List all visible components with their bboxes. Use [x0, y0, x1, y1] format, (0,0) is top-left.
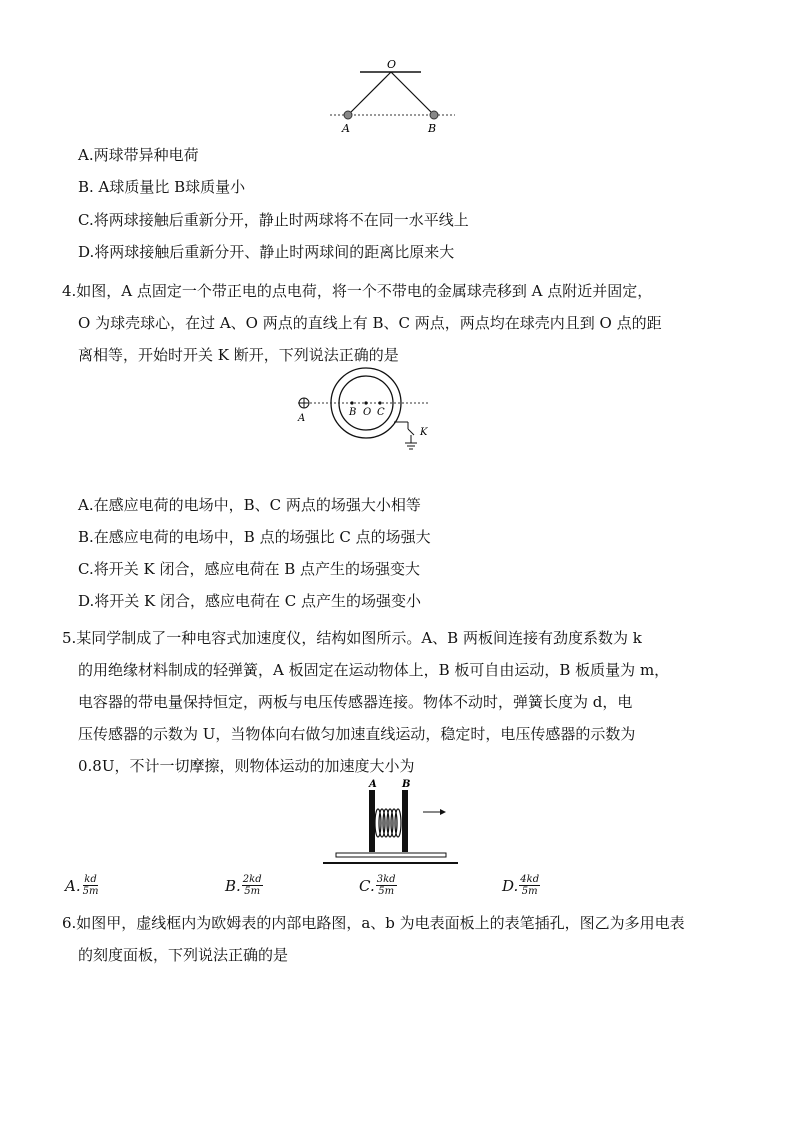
answer-prefix: C. — [359, 876, 375, 895]
fraction-denominator: 5m — [521, 886, 538, 897]
label-k: K — [420, 427, 428, 438]
q4-option-a: A.在感应电荷的电场中，B、C 两点的场强大小相等 — [78, 496, 421, 514]
point-c — [378, 401, 381, 404]
q5-answer-d — [502, 874, 540, 897]
q4-stem-line-1: 4.如图，A 点固定一个带正电的点电荷，将一个不带电的金属球壳移到 A 点附近并固定， — [62, 282, 653, 300]
fraction-numerator: 4kd — [520, 874, 540, 885]
ball-a — [344, 111, 352, 119]
label-c: C — [377, 407, 385, 418]
fraction-numerator: 3kd — [376, 874, 396, 885]
q5-stem-line-2: 的用绝缘材料制成的轻弹簧，A 板固定在运动物体上，B 板可自由运动，B 板质量为 m， — [78, 661, 670, 679]
label-b: B — [428, 122, 437, 135]
plate-a — [369, 790, 375, 852]
answer-prefix: D. — [502, 876, 519, 895]
q4-stem-line-3: 离相等，开始时开关 K 断开，下列说法正确的是 — [78, 346, 399, 364]
fraction-denominator: 5m — [82, 886, 99, 897]
q4-figure — [290, 365, 440, 455]
q5-stem-line-3: 电容器的带电量保持恒定，两板与电压传感器连接。物体不动时，弹簧长度为 d，电 — [78, 693, 633, 711]
q5-answer-a — [65, 874, 99, 897]
point-b — [350, 401, 353, 404]
q5-stem-line-4: 压传感器的示数为 U，当物体向右做匀加速直线运动，稳定时，电压传感器的示数为 — [78, 725, 636, 743]
q5-figure — [318, 775, 463, 870]
spring — [375, 809, 401, 837]
fraction-denominator: 5m — [378, 886, 395, 897]
label-a: A — [298, 413, 306, 424]
q3-option-a: A.两球带异种电荷 — [78, 146, 199, 164]
string-b — [391, 72, 434, 115]
q4-option-d: D.将开关 K 闭合，感应电荷在 C 点产生的场强变小 — [78, 592, 422, 610]
fraction — [376, 874, 397, 897]
q5-stem-line-5: 0.8U，不计一切摩擦，则物体运动的加速度大小为 — [78, 757, 415, 775]
q3-option-d: D.将两球接触后重新分开、静止时两球间的距离比原来大 — [78, 243, 455, 261]
q4-stem-line-2: O 为球壳球心，在过 A、O 两点的直线上有 B、C 两点，两点均在球壳内且到 O 点的距 — [78, 314, 662, 332]
label-a: A — [342, 122, 350, 135]
q4-option-c: C.将开关 K 闭合，感应电荷在 B 点产生的场强变大 — [78, 560, 421, 578]
fraction-numerator: 2kd — [242, 874, 262, 885]
point-o — [364, 401, 367, 404]
q3-option-b: B. A球质量比 B球质量小 — [78, 178, 246, 196]
q4-option-b: B.在感应电荷的电场中，B 点的场强比 C 点的场强大 — [78, 528, 431, 546]
answer-prefix: B. — [225, 876, 241, 895]
q5-answer-c — [359, 874, 397, 897]
switch-k — [408, 429, 414, 435]
string-a — [348, 72, 391, 115]
label-b: B — [402, 779, 411, 790]
fraction — [242, 874, 263, 897]
label-o: O — [363, 407, 372, 418]
fraction — [519, 874, 540, 897]
q5-answer-b — [225, 874, 263, 897]
q3-figure — [325, 55, 465, 140]
fraction-denominator: 5m — [244, 886, 261, 897]
answer-prefix: A. — [65, 876, 81, 895]
label-a: A — [369, 779, 377, 790]
q6-stem-line-1: 6.如图甲，虚线框内为欧姆表的内部电路图，a、b 为电表面板上的表笔插孔，图乙为多用电表 — [62, 914, 685, 932]
q3-option-c: C.将两球接触后重新分开，静止时两球将不在同一水平线上 — [78, 211, 469, 229]
q5-stem-line-1: 5.某同学制成了一种电容式加速度仪，结构如图所示。A、B 两板间连接有劲度系数为 k — [62, 629, 642, 647]
label-o: O — [387, 58, 397, 71]
label-b: B — [349, 407, 357, 418]
fraction — [82, 874, 100, 897]
ball-b — [430, 111, 438, 119]
plate-b — [402, 790, 408, 852]
fraction-numerator: kd — [84, 874, 97, 885]
base-plate — [336, 853, 446, 857]
q6-stem-line-2: 的刻度面板，下列说法正确的是 — [78, 946, 289, 964]
